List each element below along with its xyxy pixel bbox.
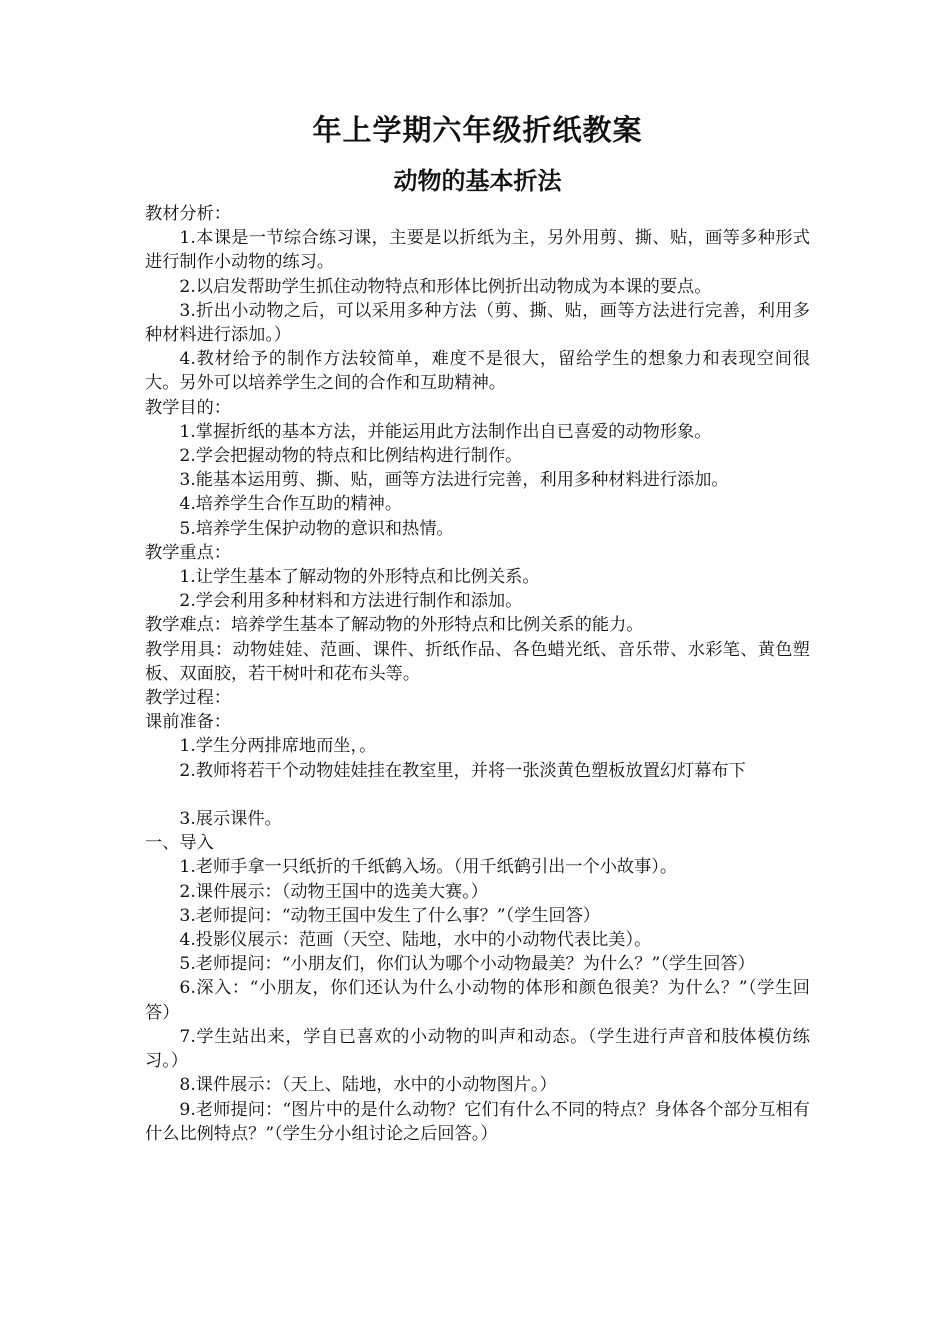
- section-heading-intro: 一、导入: [145, 833, 214, 854]
- prep-item: 2.教师将若干个动物娃娃挂在教室里，并将一张淡黄色塑板放置幻灯幕布下: [179, 760, 746, 781]
- analysis-item: 1.本课是一节综合练习课，主要是以折纸为主，另外用剪、撕、贴，画等多种形式进行制作小动物的练习。: [145, 228, 810, 273]
- intro-item: 2.课件展示：（动物王国中的选美大赛。）: [179, 881, 488, 902]
- intro-item: 6.深入：“小朋友，你们还认为什么小动物的体形和颜色很美？为什么？”（学生回答）: [145, 978, 810, 1023]
- goal-item: 2.学会把握动物的特点和比例结构进行制作。: [179, 446, 523, 467]
- intro-item: 1.老师手拿一只纸折的千纸鹤入场。（用千纸鹤引出一个小故事）。: [179, 857, 678, 878]
- focus-item: 2.学会利用多种材料和方法进行制作和添加。: [179, 591, 523, 612]
- prep-item: 1.学生分两排席地而坐，。: [179, 736, 377, 757]
- goal-item: 3.能基本运用剪、撕、贴，画等方法进行完善，利用多种材料进行添加。: [179, 470, 729, 491]
- document-title: 年上学期六年级折纸教案: [312, 113, 643, 147]
- section-heading-prep: 课前准备：: [145, 712, 231, 733]
- document-body: [145, 202, 810, 1146]
- section-heading-goals: 教学目的：: [145, 397, 231, 418]
- intro-item: 4.投影仪展示：范画（天空、陆地，水中的小动物代表比美）。: [179, 930, 652, 951]
- goal-item: 4.培养学生合作互助的精神。: [179, 494, 403, 515]
- section-heading-focus: 教学重点：: [145, 542, 231, 563]
- prep-item: 3.展示课件。: [179, 809, 282, 830]
- intro-item: 5.老师提问：“小朋友们，你们认为哪个小动物最美？为什么？”（学生回答）: [179, 954, 755, 975]
- goal-item: 1.掌握折纸的基本方法，并能运用此方法制作出自已喜爱的动物形象。: [179, 421, 712, 442]
- blank-line: [145, 783, 810, 807]
- tools-paragraph: 教学用具：动物娃娃、范画、课件、折纸作品、各色蜡光纸、音乐带、水彩笔、黄色塑板、双面胶，若干树叶和花布头等。: [145, 639, 810, 684]
- intro-item: 3.老师提问：“动物王国中发生了什么事？”（学生回答）: [179, 905, 601, 926]
- section-heading-process: 教学过程：: [145, 688, 231, 709]
- intro-item: 8.课件展示：（天上、陆地，水中的小动物图片。）: [179, 1075, 557, 1096]
- intro-item: 9.老师提问：“图片中的是什么动物？它们有什么不同的特点？身体各个部分互相有什么比例特点？”（学生分小组讨论之后回答。）: [145, 1099, 810, 1144]
- section-heading-analysis: 教材分析：: [145, 204, 231, 224]
- analysis-item: 2.以启发帮助学生抓住动物特点和形体比例折出动物成为本课的要点。: [179, 276, 712, 297]
- analysis-item: 4.教材给予的制作方法较简单，难度不是很大，留给学生的想象力和表现空间很大。另外可以培养学生之间的合作和互助精神。: [145, 349, 810, 394]
- intro-item: 7.学生站出来，学自已喜欢的小动物的叫声和动态。（学生进行声音和肢体模仿练习。）: [145, 1026, 810, 1072]
- goal-item: 5.培养学生保护动物的意识和热情。: [179, 518, 454, 539]
- analysis-item: 3.折出小动物之后，可以采用多种方法（剪、撕、贴，画等方法进行完善，利用多种材料进行添加。）: [145, 300, 810, 346]
- focus-item: 1.让学生基本了解动物的外形特点和比例关系。: [179, 567, 540, 588]
- document-subtitle: 动物的基本折法: [393, 166, 562, 195]
- difficulty-paragraph: 教学难点：培养学生基本了解动物的外形特点和比例关系的能力。: [145, 615, 644, 636]
